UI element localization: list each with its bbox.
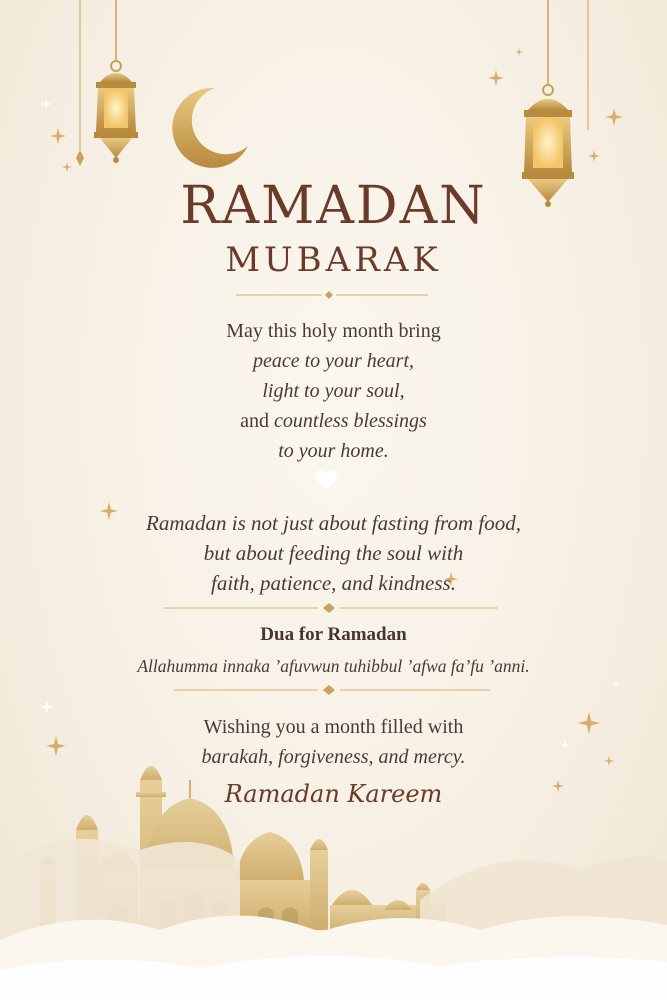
quote-line: but about feeding the soul with — [203, 541, 464, 565]
card-title: RAMADAN — [180, 176, 487, 236]
poem-line-italic: countless blessings — [274, 410, 427, 432]
quote-line: Ramadan is not just about fasting from food, — [146, 511, 521, 535]
wish-message — [0, 712, 667, 772]
lantern-icon — [76, 0, 138, 166]
poem-line: light to your soul, — [262, 380, 405, 402]
poem-line: to your home. — [278, 440, 389, 462]
poem-line: peace to your heart, — [252, 350, 415, 372]
divider — [164, 603, 498, 613]
wish-line: Wishing you a month filled with — [203, 716, 464, 738]
poem-line-prefix: and — [240, 410, 275, 432]
poem-line — [0, 406, 667, 436]
heart-icon — [314, 470, 338, 490]
closing-greeting: Ramadan Kareem — [224, 780, 443, 808]
quote-line: faith, patience, and kindness. — [211, 571, 456, 595]
crescent-moon-icon — [172, 88, 248, 168]
dua-text: Allahumma innaka ’afuvwun tuhibbul ’afwa fa’fu ’anni. — [137, 656, 530, 676]
poem-line: May this holy month bring — [226, 320, 441, 342]
card-subtitle: MUBARAK — [225, 240, 442, 280]
divider — [174, 685, 490, 695]
ramadan-quote — [0, 508, 667, 598]
wish-line: barakah, forgiveness, and mercy. — [201, 746, 466, 768]
divider — [236, 291, 428, 299]
blessing-poem — [0, 316, 667, 466]
dua-heading: Dua for Ramadan — [260, 624, 407, 645]
